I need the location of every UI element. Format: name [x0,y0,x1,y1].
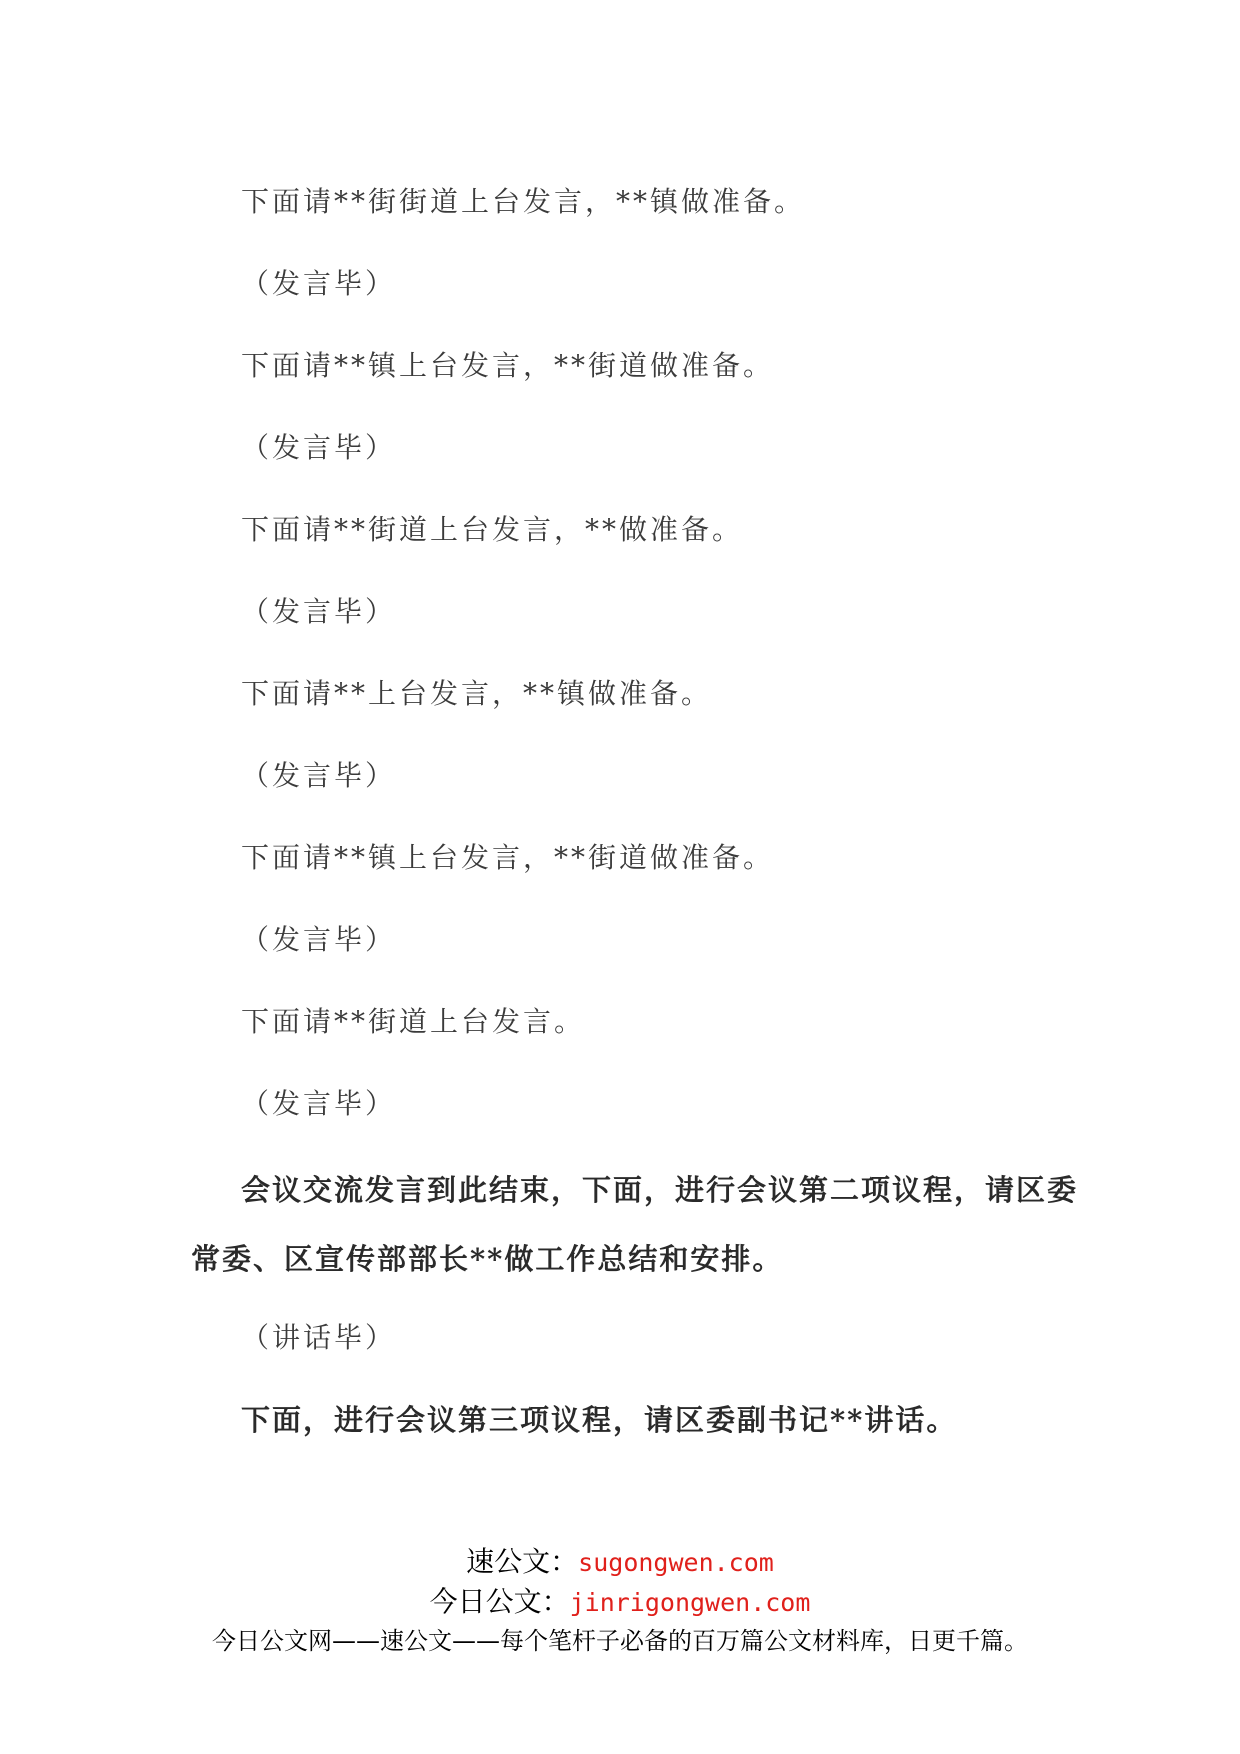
speech-end-note: （发言毕） [241,595,397,628]
speech-line: 下面请**镇上台发言，**街道做准备。 [241,349,775,382]
closing-paragraph-line-2: 常委、区宣传部部长**做工作总结和安排。 [191,1242,784,1276]
final-agenda-line: 下面，进行会议第三项议程，请区委副书记**讲话。 [241,1403,958,1437]
footer-site-2-label: 今日公文： [429,1585,570,1618]
footer-site-1 [0,1540,1240,1580]
footer-tagline: 今日公文网——速公文——每个笔杆子必备的百万篇公文材料库，日更千篇。 [212,1627,1028,1655]
footer-site-2-url[interactable]: jinrigongwen.com [569,1588,811,1617]
footer-site-1-url[interactable]: sugongwen.com [578,1548,774,1577]
speech-end-note: （讲话毕） [241,1321,397,1354]
closing-paragraph-line-1: 会议交流发言到此结束，下面，进行会议第二项议程，请区委 [241,1173,1079,1207]
speech-line: 下面请**街道上台发言。 [241,1005,586,1038]
speech-line: 下面请**上台发言，**镇做准备。 [241,677,713,710]
speech-line: 下面请**镇上台发言，**街道做准备。 [241,841,775,874]
speech-line: 下面请**街街道上台发言，**镇做准备。 [241,185,806,218]
footer-site-2 [0,1580,1240,1620]
footer-site-1-label: 速公文： [466,1545,579,1578]
speech-end-note: （发言毕） [241,267,397,300]
speech-end-note: （发言毕） [241,759,397,792]
speech-end-note: （发言毕） [241,431,397,464]
speech-line: 下面请**街道上台发言，**做准备。 [241,513,744,546]
speech-end-note: （发言毕） [241,1087,397,1120]
speech-end-note: （发言毕） [241,923,397,956]
